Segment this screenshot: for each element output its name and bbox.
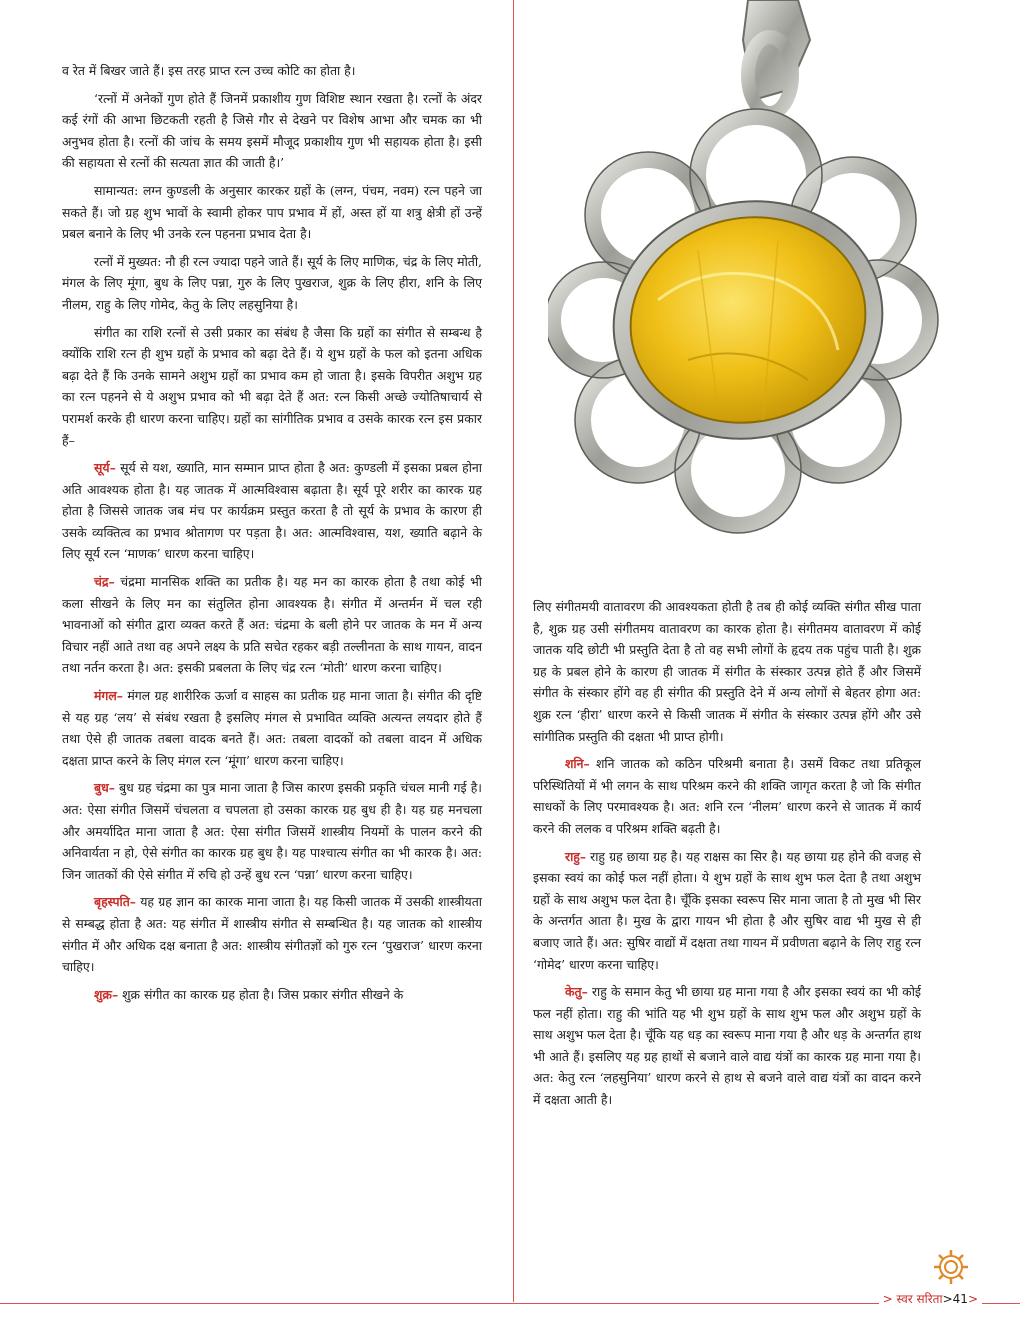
ketu-paragraph [533,981,921,1111]
footer-rule [0,1303,1020,1304]
budh-heading: बुध– [94,780,115,796]
surya-heading: सूर्य– [94,460,116,476]
paragraph: व रेत में बिखर जाते हैं। इस तरह प्राप्त रत्न उच्च कोटि का होता है। [62,63,356,78]
mandala-logo-icon [932,1248,970,1286]
mangal-paragraph [62,685,482,771]
page-prefix: > [942,1292,953,1306]
shukra-paragraph [62,984,482,1006]
paragraph: रत्नों में मुख्यत: नौ ही रत्न ज्यादा पहने जाते हैं। सूर्य के लिए माणिक, चंद्र के लिए मोती, मंगल के लिए मूंगा, बुध के लिए पन्ना, गुरु के लिए पुखराज, शुक्र के लिए हीरा, शनि के लिए नीलम, राहु के लिए गोमेद, केतु के लिए लहसुनिया है। [62,253,482,312]
quote-paragraph: ‘रत्नों में अनेकों गुण होते हैं जिनमें प्रकाशीय गुण विशिष्ट स्थान रखता है। रत्नों के अंदर कई रंगों की आभा छिटकती रहती है जिसे गौर से देखने पर विशेष आभा और चमक का भी अनुभव होता है। रत्नों की जांच के समय इसमें मौजूद प्रकाशीय गुण भी सहायक होता है। इसी की सहायता से रत्नों की सत्यता ज्ञात की जाती है।’ [62,90,482,171]
footer-left-marker: > [882,1292,893,1306]
brihaspati-paragraph [62,891,482,977]
page-number: 41 [952,1292,968,1306]
budh-text: बुध ग्रह चंद्रमा का पुत्र माना जाता है जिस कारण इसकी प्रकृति चंचल मानी गई है। अत: ऐसा संगीत जिसमें चंचलता व चपलता हो उसका कारक ग्रह बुध ही है। यह ग्रह मनचला और अमर्यादित माना जाता है अत: ऐसा संगीत जिसमें शास्त्रीय नियमों के पालन करने की अनिवार्यता न हो, ऐसे संगीत का कारक ग्रह बुध है। यह पाश्चात्य संगीत का भी कारक है। अत: जिन जातकों की ऐसे संगीत में रुचि हो उन्हें बुध रत्न ‘पन्ना’ धारण करना चाहिए। [62,780,482,882]
shani-heading: शनि– [565,756,590,772]
budh-paragraph [62,777,482,885]
surya-text: सूर्य से यश, ख्याति, मान सम्मान प्राप्त होता है अत: कुण्डली में इसका प्रबल होना अति आवश्यक होता है। यह जातक में आत्मविश्वास बढ़ाता है। सूर्य पूरे शरीर का कारक ग्रह होता है जिससे जातक जब मंच पर कार्यक्रम प्रस्तुत करता है तो सूर्य के प्रभाव के कारण ही उसके व्यक्तित्व का प्रभाव श्रोतागण पर पड़ता है। अत: आत्मविश्वास, यश, ख्याति बढ़ाने के लिए सूर्य रत्न ‘माणक’ धारण करना चाहिए। [62,460,482,562]
rahu-paragraph [533,846,921,976]
right-text-column [533,596,921,1117]
shukra-continued-paragraph: लिए संगीतमयी वातावरण की आवश्यकता होती है तब ही कोई व्यक्ति संगीत सीख पाता है, शुक्र ग्रह उसी संगीतमय वातावरण का कारक होता है। संगीतमय वातावरण में कोई जातक यदि छोटी भी प्रस्तुति देता है तो वह सभी लोगों के हृदय तक पहुंच पाती है। शुक्र ग्रह के प्रबल होने के कारण ही जातक में संगीत के संस्कार उत्पन्न होते हैं और जिसमें संगीत के संस्कार होंगे वह ही संगीत की प्रस्तुति देने में अन्य लोगों से बेहतर होगा अत: शुक्र रत्न ‘हीरा’ धारण करने से किसी जातक में संगीत के संस्कार उत्पन्न होंगे और उसे सांगीतिक प्रस्तुति की दक्षता भी प्राप्त होगी। [533,599,921,744]
rahu-heading: राहु– [565,848,587,864]
page-suffix: > [967,1292,978,1306]
left-text-column [62,60,482,1011]
brihaspati-text: यह ग्रह ज्ञान का कारक माना जाता है। यह किसी जातक में उसकी शास्त्रीयता से सम्बद्ध होता है अत: यह संगीत में शास्त्रीय संगीत से सम्बन्धित है। यह जातक को शास्त्रीय संगीत में और अधिक दक्ष बनाता है अत: शास्त्रीय संगीतज्ञों को गुरु रत्न ‘पुखराज’ धारण करना चाहिए। [62,894,482,975]
shukra-heading: शुक्र– [94,986,119,1002]
mangal-heading: मंगल– [94,688,123,704]
surya-paragraph [62,457,482,565]
chandra-text: चंद्रमा मानसिक शक्ति का प्रतीक है। यह मन का कारक होता है तथा कोई भी कला सीखने के लिए मन का संतुलित होना आवश्यक है। संगीत में अन्तर्मन में चल रही भावनाओं को संगीत द्वारा व्यक्त करते हैं अत: चंद्रमा के बली होने पर जातक के मन में अन्य विचार नहीं आते तथा वह अपने लक्ष्य के प्रति सचेत रहकर बड़ी तल्लीनता के साथ गायन, वादन तथा नर्तन करता है। अत: इसकी प्रबलता के लिए चंद्र रत्न ‘मोती’ धारण करना चाहिए। [62,574,482,676]
mangal-text: मंगल ग्रह शारीरिक ऊर्जा व साहस का प्रतीक ग्रह माना जाता है। संगीत की दृष्टि से यह ग्रह ‘लय’ से संबंध रखता है इसलिए मंगल से प्रभावित व्यक्ति अत्यन्त लयदार होते हैं तथा ऐसे ही जातक तबला वादक बनते हैं। अत: तबला वादकों को तबला वादन में अधिक दक्षता प्राप्त करने के लिए मंगल रत्न ‘मूंगा’ धारण करना चाहिए। [62,688,482,768]
yellow-sapphire-pendant-image [548,0,940,540]
brihaspati-heading: बृहस्पति– [94,894,136,910]
shukra-text: शुक्र संगीत का कारक ग्रह होता है। जिस प्रकार संगीत सीखने के [118,986,404,1002]
ketu-heading: केतु– [565,984,588,1000]
ketu-text: राहु के समान केतु भी छाया ग्रह माना गया है और इसका स्वयं का भी कोई फल नहीं होता। राहु की भांति यह भी शुभ ग्रहों के साथ शुभ फल और अशुभ ग्रहों के साथ अशुभ फल देता है। चूँकि यह धड़ का स्वरूप माना गया है और धड़ के अन्तर्गत हाथ भी आते हैं। इसलिए यह ग्रह हाथों से बजाने वाले वाद्य यंत्रों का कारक ग्रह माना गया है। अत: केतु रत्न ‘लहसुनिया’ धारण करने से हाथ से बजने वाले वाद्य यंत्रों का वादन करने में दक्षता आती है। [533,984,921,1108]
paragraph: संगीत का राशि रत्नों से उसी प्रकार का संबंध है जैसा कि ग्रहों का संगीत से सम्बन्ध है क्योंकि राशि रत्न ही शुभ ग्रहों के प्रभाव को बढ़ा देते हैं। ये शुभ ग्रहों के फल को इतना अधिक बढ़ा देते हैं कि उनके सामने अशुभ ग्रहों का प्रभाव कम हो जाता है। इसके विपरीत अशुभ ग्रह का रत्न पहनने से ये अशुभ प्रभाव को भी बढ़ा देते हैं अत: रत्न किसी अच्छे ज्योतिषाचार्य से परामर्श करके ही धारण करना चाहिए। ग्रहों का सांगीतिक प्रभाव व उसके कारक रत्न इस प्रकार हैं– [62,324,482,448]
chandra-heading: चंद्र– [94,574,115,590]
shani-paragraph [533,753,921,839]
rahu-text: राहु ग्रह छाया ग्रह है। यह राक्षस का सिर है। यह छाया ग्रह होने की वजह से इसका स्वयं का कोई फल नहीं होता। ये शुभ ग्रहों के साथ शुभ फल देता है तथा अशुभ ग्रहों के साथ अशुभ फल देता है। चूँकि इसका स्वरूप सिर माना जाता है तो मुख भी सिर के अन्तर्गत आता है। मुख के द्वारा गायन भी होता है और सुषिर वाद्य भी मुख से ही बजाए जाते हैं। अत: सुषिर वाद्यों में दक्षता तथा गायन में प्रवीणता बढ़ाने के लिए राहु रत्न ‘गोमेद’ धारण करना चाहिए। [533,848,921,972]
magazine-title: स्वर सरिता [896,1292,943,1306]
footer [879,1290,982,1307]
column-divider [513,0,514,1302]
chandra-paragraph [62,571,482,679]
paragraph: सामान्यत: लग्न कुण्डली के अनुसार कारकर ग्रहों के (लग्न, पंचम, नवम) रत्न पहने जा सकते हैं। जो ग्रह शुभ भावों के स्वामी होकर पाप प्रभाव में हों, अस्त हों या शत्रु क्षेत्री हों उन्हें प्रबल बनाने के लिए भी उनके रत्न पहनना प्रभाव देता है। [62,182,482,242]
shani-text: शनि जातक को कठिन परिश्रमी बनाता है। उसमें विकट तथा प्रतिकूल परिस्थितियों में भी लगन के साथ परिश्रम करने की शक्ति जागृत करता है जो कि संगीत साधकों के लिए परमावश्यक है। अत: शनि रत्न ‘नीलम’ धारण करने से जातक में कार्य करने की ललक व परिश्रम शक्ति बढ़ती है। [533,756,921,836]
